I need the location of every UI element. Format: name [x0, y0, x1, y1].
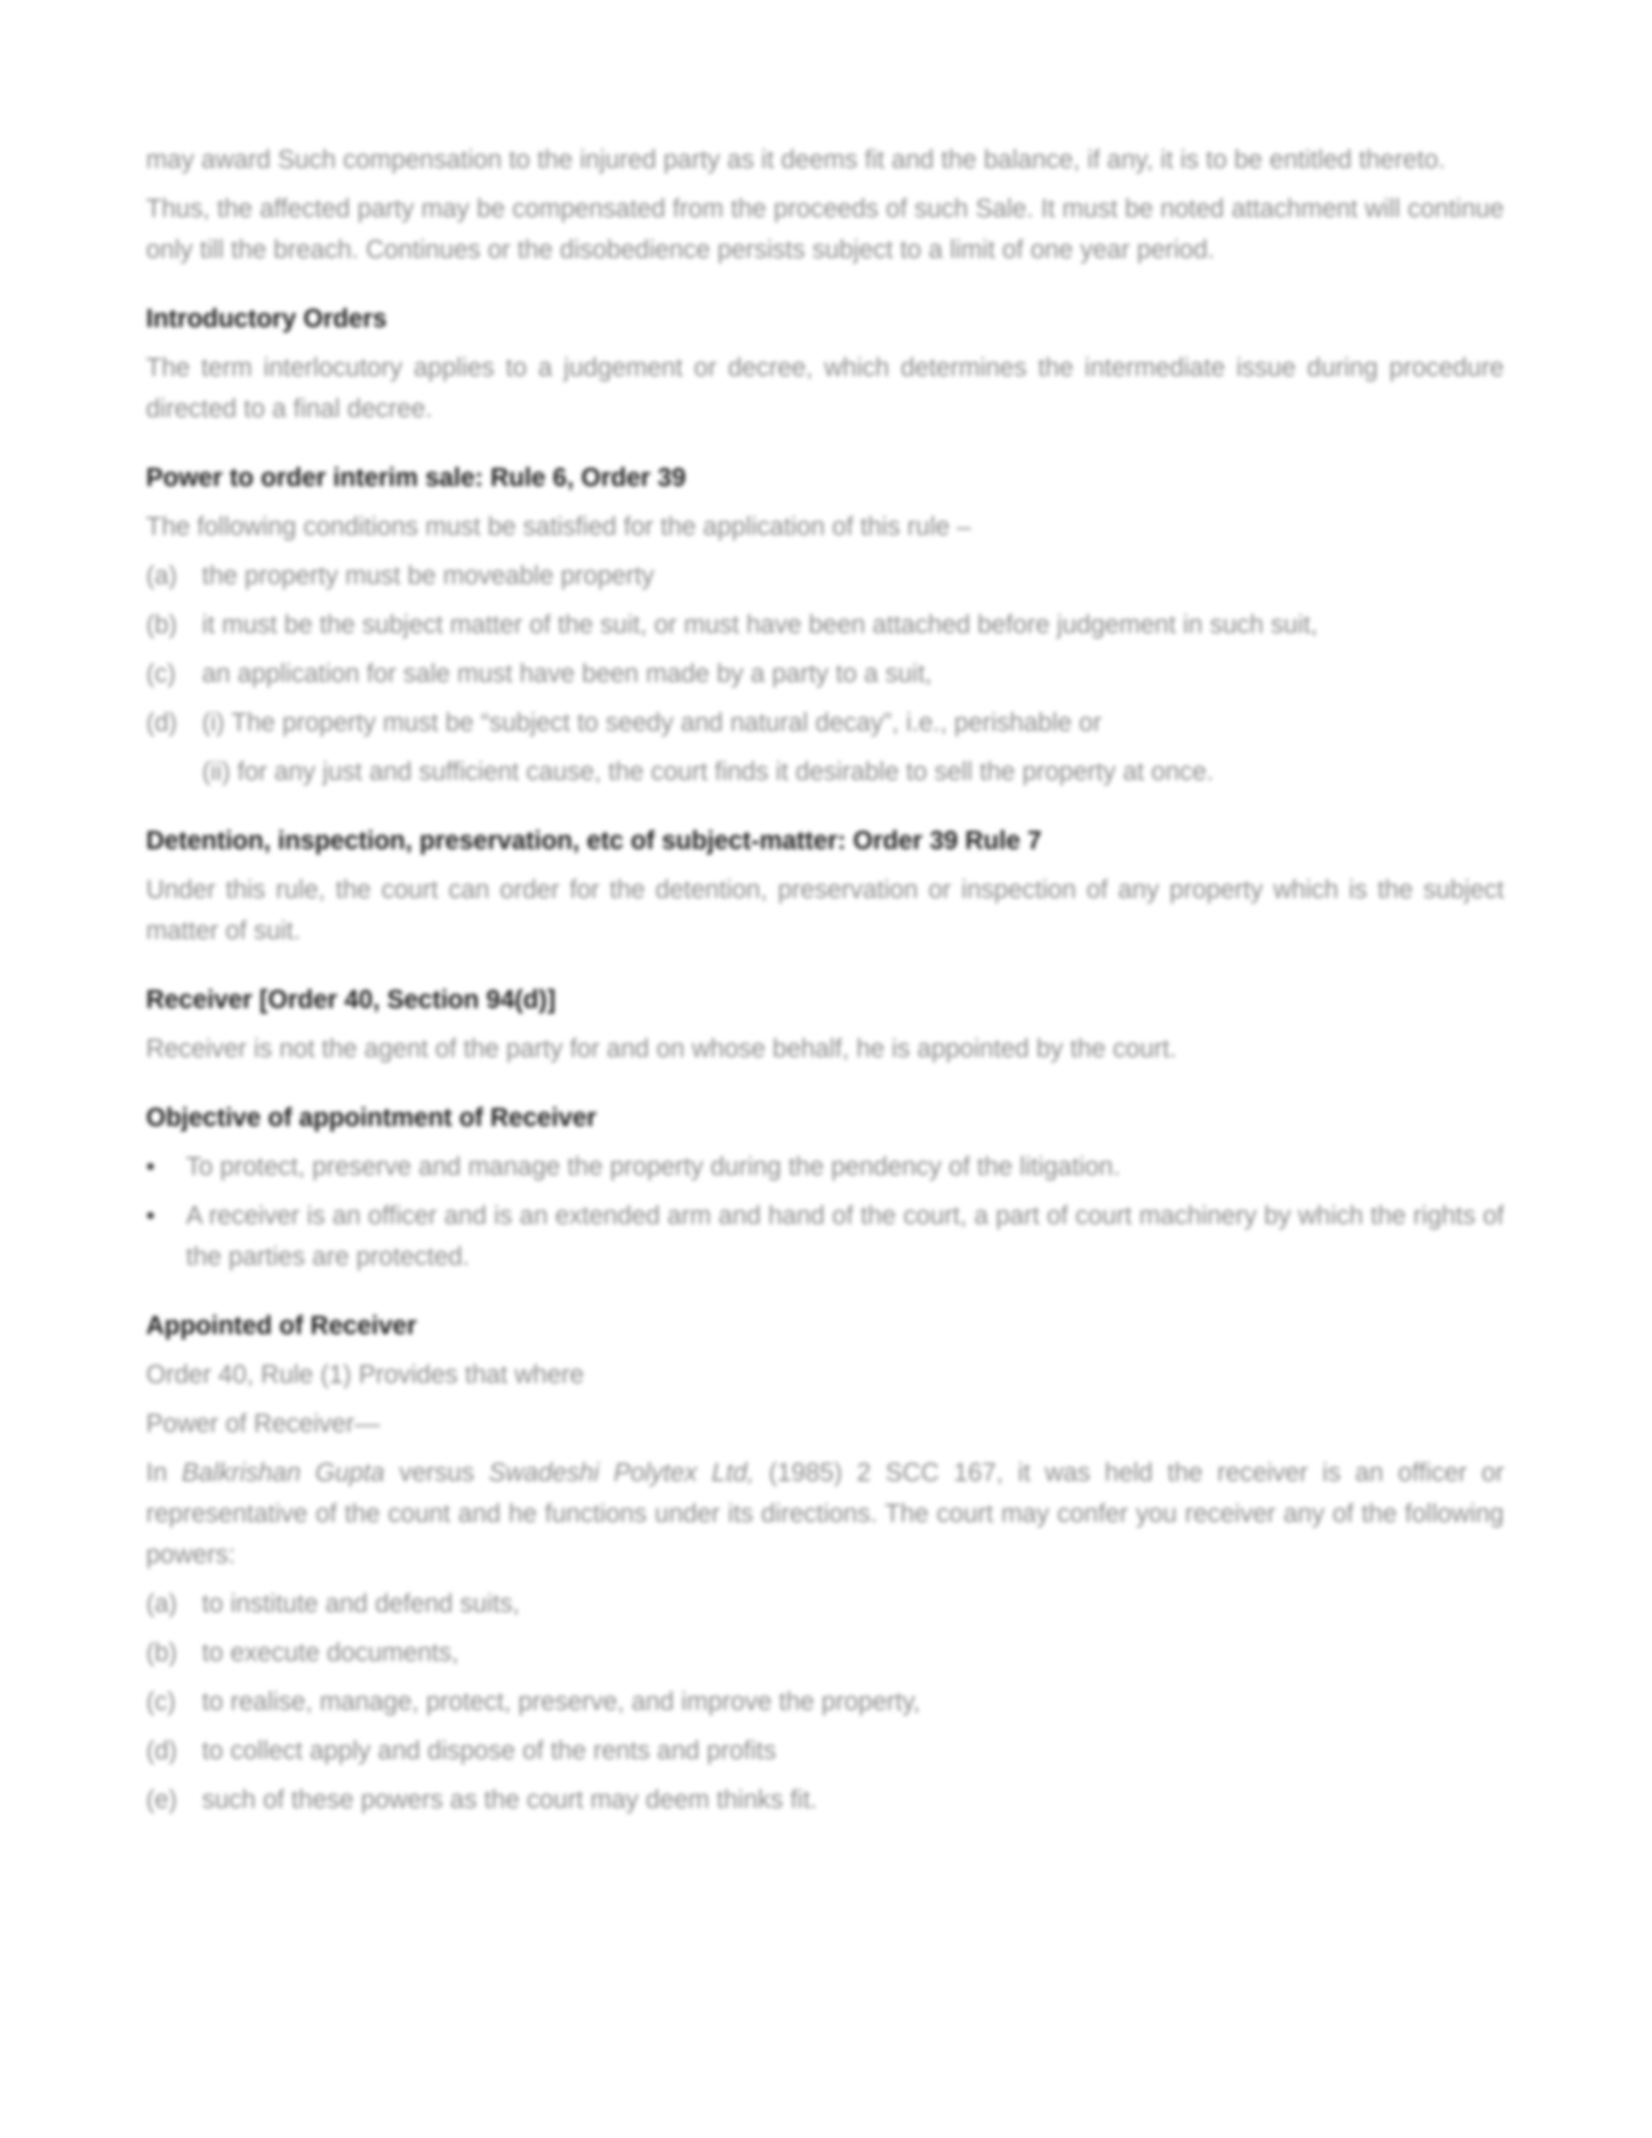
list-item-text: to institute and defend suits, — [202, 1590, 520, 1618]
list-item — [146, 703, 1504, 744]
receiver-paragraph: Receiver is not the agent of the party for and on whose behalf, he is appointed by the court. — [146, 1035, 1177, 1063]
list-item-text: to execute documents, — [202, 1639, 459, 1667]
appointed-paragraph-1: Order 40, Rule (1) Provides that where — [146, 1361, 584, 1389]
list-item-text: such of these powers as the court may deem thinks fit. — [202, 1786, 818, 1814]
case-paragraph — [146, 1453, 1504, 1576]
intro-paragraph-1: may award Such compensation to the injured party as it deems fit and the balance, if any, it is to be entitled thereto. — [146, 146, 1446, 174]
list-item — [146, 1633, 1504, 1674]
case-party-1: Balkrishan Gupta — [181, 1459, 385, 1487]
case-versus: versus — [384, 1459, 489, 1487]
bullet-icon: • — [146, 1153, 155, 1181]
bullet-text: A receiver is an officer and is an extended arm and hand of the court, a part of court machinery by which the rights of the parties are protected. — [186, 1202, 1504, 1271]
list-item-text: (i) The property must be “subject to seedy and natural decay”, i.e., perishable or — [202, 709, 1102, 737]
heading-appointed-receiver: Appointed of Receiver — [146, 1312, 417, 1340]
case-rest: (1985) 2 SCC 167, it was held the receiver is an officer or representative of the count and he functions under its directions. The court may confer you receiver any of the following powers: — [146, 1459, 1504, 1569]
heading-interlocutory-orders: Introductory Orders — [146, 305, 387, 333]
list-item-label: (a) — [146, 562, 178, 590]
list-item — [146, 1731, 1504, 1772]
heading-receiver: Receiver [Order 40, Section 94(d)] — [146, 986, 556, 1014]
appointed-paragraph-2: Power of Receiver— — [146, 1410, 380, 1438]
list-item-label: (a) — [146, 1590, 178, 1618]
list-item-label: (e) — [146, 1786, 178, 1814]
list-item-label: (d) — [146, 709, 178, 737]
intro-paragraph-2: Thus, the affected party may be compensated from the proceeds of such Sale. It must be noted attachment will continue only till the breach. Continues or the disobedience persists subject to a limit of one year period. — [146, 195, 1504, 264]
detention-paragraph: Under this rule, the court can order for the detention, preservation or inspection of any property which is the subject matter of suit. — [146, 876, 1504, 945]
list-item-label: (b) — [146, 611, 178, 639]
list-item — [146, 605, 1504, 646]
list-sub-item: (ii) for any just and sufficient cause, the court finds it desirable to sell the property at once. — [202, 758, 1214, 786]
interlocutory-paragraph: The term interlocutory applies to a judgement or decree, which determines the intermediate issue during procedure directed to a final decree. — [146, 354, 1504, 423]
case-party-2: Swadeshi Polytex Ltd, — [488, 1459, 755, 1487]
list-item-label: (d) — [146, 1737, 178, 1765]
bullet-item — [146, 1196, 1504, 1278]
list-item-text: an application for sale must have been made by a party to a suit, — [202, 660, 933, 688]
list-item — [146, 654, 1504, 695]
heading-detention: Detention, inspection, preservation, etc of subject-matter: Order 39 Rule 7 — [146, 827, 1042, 855]
bullet-icon: • — [146, 1202, 155, 1230]
list-item-text: to realise, manage, protect, preserve, and improve the property, — [202, 1688, 921, 1716]
list-item — [146, 1682, 1504, 1723]
heading-objective: Objective of appointment of Receiver — [146, 1104, 597, 1132]
list-item — [146, 1584, 1504, 1625]
case-prefix: In — [146, 1459, 182, 1487]
list-item-label: (b) — [146, 1639, 178, 1667]
bullet-text: To protect, preserve and manage the property during the pendency of the litigation. — [186, 1153, 1121, 1181]
heading-interim-sale: Power to order interim sale: Rule 6, Order 39 — [146, 464, 686, 492]
list-item — [146, 556, 1504, 597]
list-item — [146, 1780, 1504, 1821]
list-item-label: (c) — [146, 660, 176, 688]
interim-sale-lead: The following conditions must be satisfied for the application of this rule – — [146, 513, 971, 541]
list-item-text: to collect apply and dispose of the rents and profits — [202, 1737, 777, 1765]
list-item-text: it must be the subject matter of the suit, or must have been attached before judgement in such suit, — [202, 611, 1318, 639]
list-item-label: (c) — [146, 1688, 176, 1716]
bullet-item — [146, 1147, 1504, 1188]
list-item-text: the property must be moveable property — [202, 562, 655, 590]
